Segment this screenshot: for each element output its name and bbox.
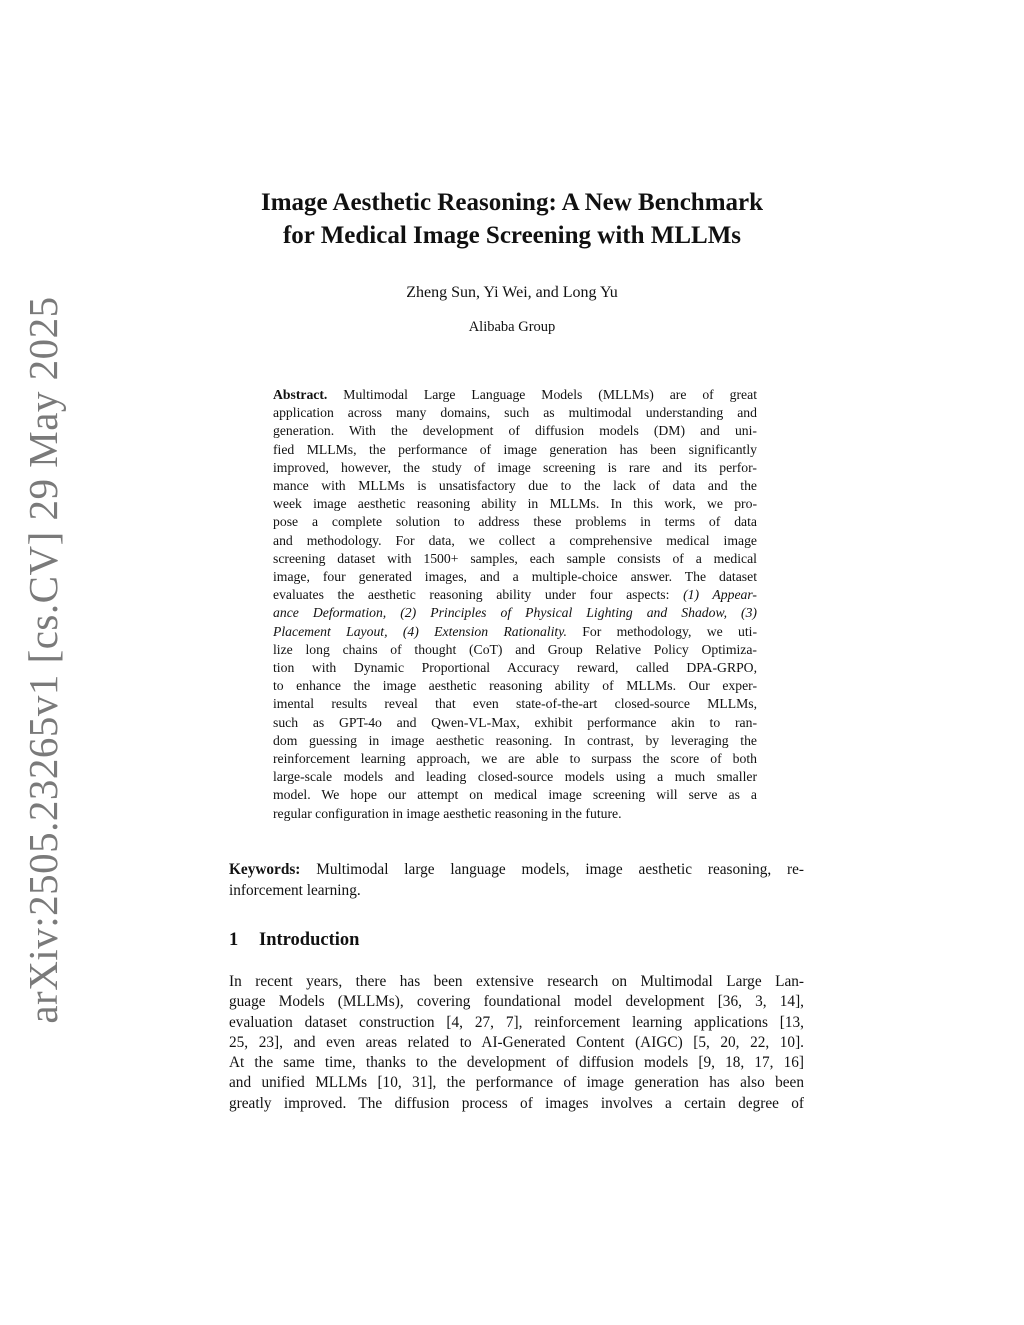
title-line-1: Image Aesthetic Reasoning: A New Benchmark bbox=[260, 189, 764, 216]
abstract-line: generation. With the development of diffusion models (DM) and uni- bbox=[273, 423, 757, 439]
abstract bbox=[273, 386, 757, 823]
introduction-body bbox=[229, 972, 804, 1114]
abstract-line bbox=[273, 386, 757, 404]
abstract-italic: ance Deformation, (2) Principles of Physical Lighting and Shadow, (3) bbox=[273, 605, 757, 621]
abstract-line: mance with MLLMs is unsatisfactory due to the lack of data and the bbox=[273, 478, 757, 494]
body-line: guage Models (MLLMs), covering foundational model development [36, 3, 14], bbox=[229, 993, 804, 1011]
abstract-line bbox=[273, 623, 757, 641]
keywords bbox=[229, 859, 804, 901]
body-line: evaluation dataset construction [4, 27, 7], reinforcement learning applications [13, bbox=[229, 1013, 804, 1031]
affiliation: Alibaba Group bbox=[468, 319, 556, 335]
keywords-line: inforcement learning. bbox=[229, 882, 361, 899]
abstract-line bbox=[273, 586, 757, 604]
abstract-line: screening dataset with 1500+ samples, each sample consists of a medical bbox=[273, 550, 757, 566]
abstract-label: Abstract. bbox=[273, 387, 328, 402]
section-number: 1 bbox=[229, 930, 239, 950]
abstract-line: fied MLLMs, the performance of image generation has been significantly bbox=[273, 441, 757, 457]
body-line: At the same time, thanks to the development of diffusion models [9, 18, 17, 16] bbox=[229, 1054, 804, 1072]
body-line: 25, 23], and even areas related to AI-Generated Content (AIGC) [5, 20, 22, 10]. bbox=[229, 1033, 804, 1051]
abstract-line: model. We hope our attempt on medical image screening will serve as a bbox=[273, 787, 757, 803]
abstract-line: regular configuration in image aesthetic reasoning in the future. bbox=[273, 805, 622, 821]
title-line-2: for Medical Image Screening with MLLMs bbox=[282, 222, 742, 249]
abstract-line: week image aesthetic reasoning ability in MLLMs. In this work, we pro- bbox=[273, 496, 757, 512]
keywords-label: Keywords: bbox=[229, 861, 301, 878]
abstract-line: to enhance the image aesthetic reasoning ability of MLLMs. Our exper- bbox=[273, 678, 757, 694]
abstract-line: lize long chains of thought (CoT) and Group Relative Policy Optimiza- bbox=[273, 641, 757, 657]
abstract-text: evaluates the aesthetic reasoning ability under four aspects: bbox=[273, 587, 684, 603]
keywords-text: Multimodal large language models, image aesthetic reasoning, re- bbox=[300, 861, 804, 878]
abstract-line: large-scale models and leading closed-source models using a much smaller bbox=[273, 769, 757, 785]
paper-title bbox=[0, 186, 1024, 252]
abstract-line: image, four generated images, and a multiple-choice answer. The dataset bbox=[273, 569, 757, 585]
section-heading bbox=[229, 930, 359, 951]
abstract-line bbox=[273, 604, 757, 622]
abstract-line: dom guessing in image aesthetic reasoning. In contrast, by leveraging the bbox=[273, 732, 757, 748]
abstract-line: pose a complete solution to address these problems in terms of data bbox=[273, 514, 757, 530]
keywords-line bbox=[229, 859, 804, 880]
section-title: Introduction bbox=[259, 930, 360, 950]
abstract-text: Multimodal Large Language Models (MLLMs) are of great bbox=[327, 387, 757, 402]
abstract-line: application across many domains, such as multimodal understanding and bbox=[273, 405, 757, 421]
authors: Zheng Sun, Yi Wei, and Long Yu bbox=[406, 284, 618, 301]
abstract-line: imental results reveal that even state-of-the-art closed-source MLLMs, bbox=[273, 696, 757, 712]
abstract-line: reinforcement learning approach, we are able to surpass the score of both bbox=[273, 751, 757, 767]
body-line: In recent years, there has been extensive research on Multimodal Large Lan- bbox=[229, 973, 804, 990]
abstract-text: For methodology, we uti- bbox=[566, 623, 758, 639]
body-line: greatly improved. The diffusion process of images involves a certain degree of bbox=[229, 1094, 804, 1112]
abstract-line: and methodology. For data, we collect a comprehensive medical image bbox=[273, 532, 757, 548]
abstract-line: tion with Dynamic Proportional Accuracy reward, called DPA-GRPO, bbox=[273, 660, 757, 676]
abstract-italic: Placement Layout, (4) Extension Rationality. bbox=[273, 623, 567, 639]
body-line: and unified MLLMs [10, 31], the performance of image generation has also been bbox=[229, 1074, 804, 1092]
arxiv-identifier: arXiv:2505.23265v1 [cs.CV] 29 May 2025 bbox=[20, 296, 66, 1024]
abstract-italic: (1) Appear- bbox=[683, 587, 757, 603]
abstract-line: such as GPT-4o and Qwen-VL-Max, exhibit performance akin to ran- bbox=[273, 714, 757, 730]
abstract-line: improved, however, the study of image screening is rare and its perfor- bbox=[273, 459, 757, 475]
